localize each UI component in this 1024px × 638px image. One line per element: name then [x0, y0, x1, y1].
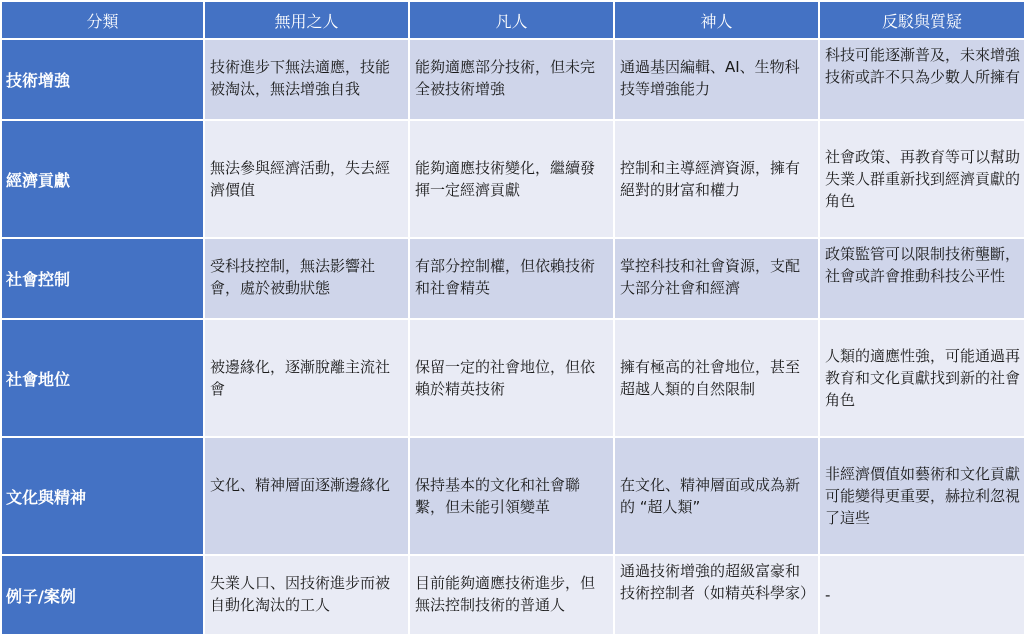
table-cell: 擁有極高的社會地位，甚至超越人類的自然限制 — [615, 320, 818, 436]
row-label: 技術增強 — [2, 40, 203, 119]
table-cell: 科技可能逐漸普及，未來增強技術或許不只為少數人所擁有 — [820, 40, 1024, 119]
table-cell: 控制和主導經濟資源，擁有絕對的財富和權力 — [615, 121, 818, 237]
header-useless-class: 無用之人 — [205, 2, 408, 38]
row-label: 文化與精神 — [2, 438, 203, 554]
table-cell: 在文化、精神層面或成為新的 “超人類” — [615, 438, 818, 554]
table-cell: 無法參與經濟活動，失去經濟價值 — [205, 121, 408, 237]
table-row — [2, 239, 1024, 318]
header-ordinary-people: 凡人 — [410, 2, 613, 38]
table-cell: - — [820, 556, 1024, 634]
table-row — [2, 121, 1024, 237]
header-category: 分類 — [2, 2, 203, 38]
table-cell: 通過技術增強的超級富豪和技術控制者（如精英科學家） — [615, 556, 818, 634]
table-row — [2, 438, 1024, 554]
row-label: 社會控制 — [2, 239, 203, 318]
table-row — [2, 556, 1024, 634]
header-row — [2, 2, 1024, 38]
row-label: 經濟貢獻 — [2, 121, 203, 237]
table-cell: 保持基本的文化和社會聯繫，但未能引領變革 — [410, 438, 613, 554]
row-label: 例子/案例 — [2, 556, 203, 634]
table-cell: 保留一定的社會地位，但依賴於精英技術 — [410, 320, 613, 436]
table-row — [2, 320, 1024, 436]
table-cell: 能夠適應部分技術，但未完全被技術增強 — [410, 40, 613, 119]
table-cell: 通過基因編輯、AI、生物科技等增強能力 — [615, 40, 818, 119]
table-cell: 失業人口、因技術進步而被自動化淘汰的工人 — [205, 556, 408, 634]
table-cell: 非經濟價值如藝術和文化貢獻可能變得更重要，赫拉利忽視了這些 — [820, 438, 1024, 554]
header-rebuttal: 反駁與質疑 — [820, 2, 1024, 38]
table-cell: 文化、精神層面逐漸邊緣化 — [205, 438, 408, 554]
table-cell: 受科技控制，無法影響社會，處於被動狀態 — [205, 239, 408, 318]
header-homo-deus: 神人 — [615, 2, 818, 38]
row-label: 社會地位 — [2, 320, 203, 436]
table-cell: 掌控科技和社會資源，支配大部分社會和經濟 — [615, 239, 818, 318]
table-row — [2, 40, 1024, 119]
table-cell: 人類的適應性強，可能通過再教育和文化貢獻找到新的社會角色 — [820, 320, 1024, 436]
table-cell: 目前能夠適應技術進步，但無法控制技術的普通人 — [410, 556, 613, 634]
table-cell: 被邊緣化，逐漸脫離主流社會 — [205, 320, 408, 436]
table-cell: 能夠適應技術變化，繼續發揮一定經濟貢獻 — [410, 121, 613, 237]
table-cell: 有部分控制權，但依賴技術和社會精英 — [410, 239, 613, 318]
table-cell: 技術進步下無法適應，技能被淘汰，無法增強自我 — [205, 40, 408, 119]
table-cell: 社會政策、再教育等可以幫助失業人群重新找到經濟貢獻的角色 — [820, 121, 1024, 237]
table-cell: 政策監管可以限制技術壟斷，社會或許會推動科技公平性 — [820, 239, 1024, 318]
